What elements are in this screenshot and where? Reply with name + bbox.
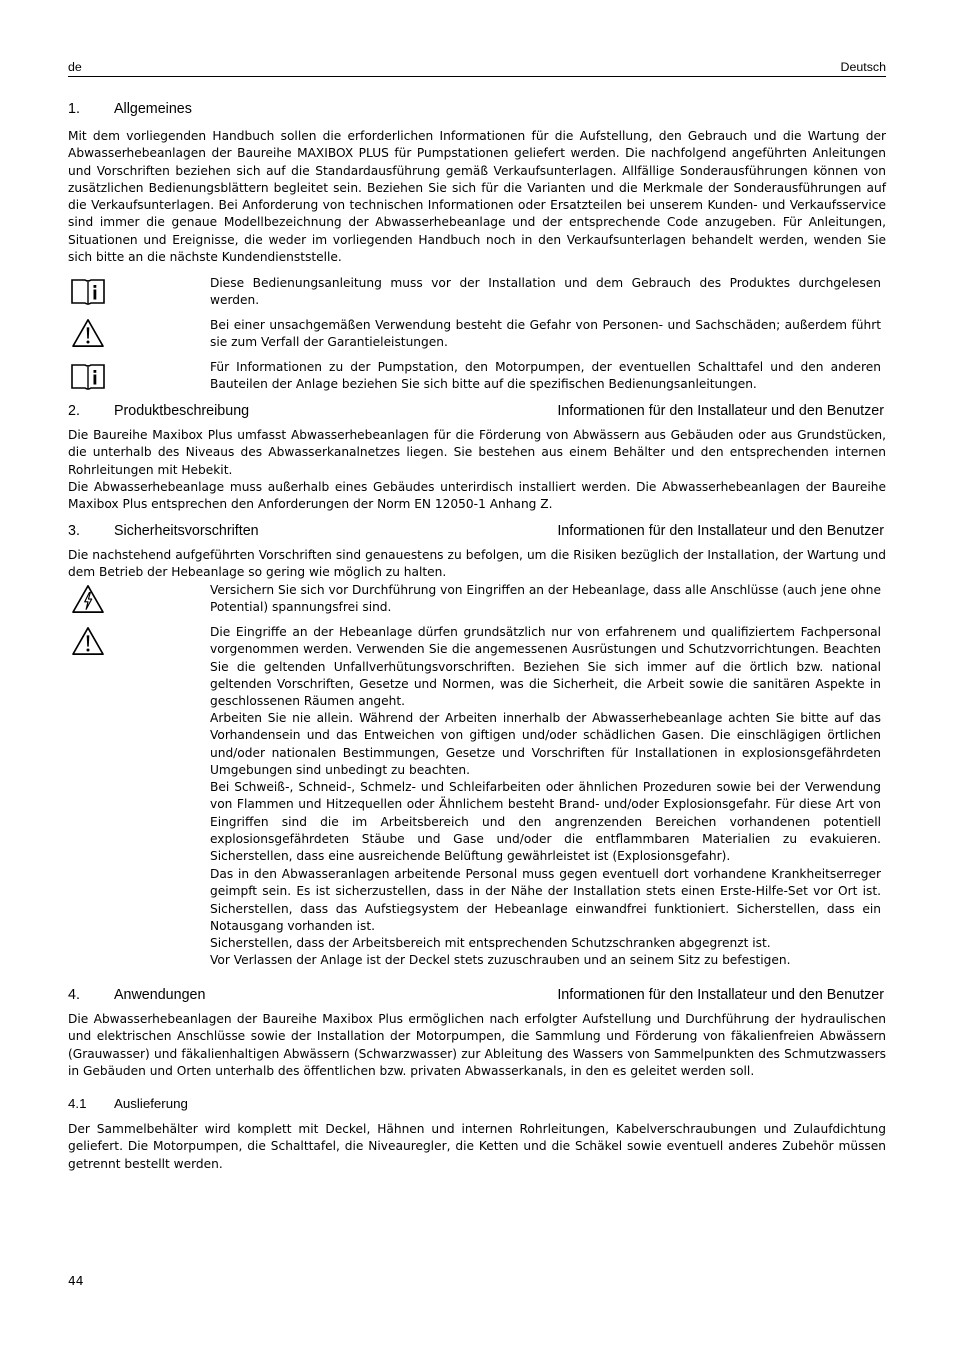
safety-paragraph: Die Eingriffe an der Hebeanlage dürfen grundsätzlich nur von erfahrenem und qualifiziertem Fachpersonal vorgenommen werden. Verwenden Sie die angemessenen Ausrüstungen und Schutzvorrichtungen. Beachten Sie die geltenden Unfallverhütungsvorschriften. Beziehen Sie sich immer auf die örtlich bzw. national geltenden Vorschriften, Gesetze und Normen, was die Sicherheit, die Arbeit sowie die sanitären Aspekte in geschlossenen Räumen angeht.: [210, 625, 881, 709]
section-4-1-paragraph: Der Sammelbehälter wird komplett mit Deckel, Hähnen und internen Rohrleitungen, Kabelverschraubungen und Zulaufdichtung geliefert. Die Motorpumpen, die Schalttafel, die Niveauregler, die Ketten und die Schäkel sowie eventuell anderes Zubehör müssen getrennt bestellt werden.: [68, 1122, 886, 1171]
section-audience: Informationen für den Installateur und den Benutzer: [557, 987, 884, 1003]
section-4-heading: [68, 987, 884, 1005]
section-2-heading: [68, 403, 884, 421]
manual-info-icon: [70, 276, 106, 306]
section-number: 2.: [68, 403, 80, 419]
safety-paragraph: Das in den Abwasseranlagen arbeitende Personal muss gegen eventuell dort vorhandene Krankheitserreger geimpft sein. Es ist sicherzustellen, dass in der Nähe der Installation stets einen Erste-Hilfe-Set vor Ort ist. Sicherstellen, dass das Aufstiegsystem der Hebeanlage einwandfrei funktioniert. Sicherstellen, dass ein Notausgang vorhanden ist.: [210, 867, 881, 933]
safety-paragraph: Arbeiten Sie nie allein. Während der Arbeiten innerhalb der Abwasserhebeanlage achten Sie bitte auf das Vorhandensein und das Entweichen von giftigen und/oder schädlichen Gasen. Die einschlägigen örtlichen und/oder nationalen Bestimmungen, Gesetze und Vorschriften für Installationen in explosionsgefährdeten Umgebungen sind unbedingt zu beachten.: [210, 711, 881, 777]
section-number: 3.: [68, 523, 80, 539]
section-number: 1.: [68, 101, 80, 117]
section-title: Allgemeines: [114, 101, 192, 117]
warning-icon: [70, 318, 106, 348]
section-4-paragraph: Die Abwasserhebeanlagen der Baureihe Maxibox Plus ermöglichen nach erfolgter Aufstellung und Durchführung der hydraulischen und elektrischen Anschlüsse sowie der Installation der Motorpumpen, die Sammlung und Förderung von fäkalienfreien Abwässern (Grauwasser) und fäkalienhaltigen Abwässern (Schwarzwasser) zur Ableitung des Wassers von Sammelpunkten des Schmutzwassers in Gebäuden und Orten unterhalb des öffentlichen bzw. privaten Abwasserkanals, in den es geleitet werden soll.: [68, 1012, 886, 1078]
page-number: 44: [68, 1274, 84, 1288]
section-number: 4.: [68, 987, 80, 1003]
page-header: [68, 58, 886, 77]
note-electric-hazard: Versichern Sie sich vor Durchführung von Eingriffen an der Hebeanlage, dass alle Anschlüsse (auch jene ohne Potential) spannungsfrei sind.: [210, 583, 881, 615]
note-read-manual: Diese Bedienungsanleitung muss vor der Installation und dem Gebrauch des Produktes durchgelesen werden.: [210, 276, 881, 308]
section-title: Anwendungen: [114, 987, 206, 1003]
warning-icon: [70, 626, 106, 656]
section-title: Produktbeschreibung: [114, 403, 250, 419]
section-title: Sicherheitsvorschriften: [114, 523, 259, 539]
section-1-heading: [68, 101, 884, 119]
header-language-name: Deutsch: [840, 60, 886, 74]
section-1-paragraph: Mit dem vorliegenden Handbuch sollen die erforderlichen Informationen für die Aufstellung, den Gebrauch und die Wartung der Abwasserhebeanlagen der Baureihe MAXIBOX PLUS für Pumpstationen geliefert werden. Die nachfolgend angeführten Anleitungen und Vorschriften beziehen sich auf die Standardausführung gemäß Verkaufsunterlagen. Allfällige Sonderausführungen können von zusätzlichen Bedienungsblättern begleitet sein. Beziehen Sie sich für die Varianten und die Merkmale der Sonderausführungen auf die Verkaufsunterlagen. Bei Anforderung von technischen Informationen oder Ersatzteilen bei unserem Kunden- und Verkaufsservice sind immer die genaue Modellbezeichnung der Abwasserhebeanlage und der entsprechende Code anzugeben. Für Anleitungen, Situationen und Ereignisse, die weder im vorliegenden Handbuch noch in den Verkaufsunterlagen behandelt werden, wenden Sie sich bitte an die nächste Kundendienststelle.: [68, 129, 886, 265]
safety-paragraph: Sicherstellen, dass der Arbeitsbereich mit entsprechenden Schutzschranken abgegrenzt ist.: [210, 936, 771, 950]
safety-paragraph: Bei Schweiß-, Schneid-, Schmelz- und Schleifarbeiten oder ähnlichen Prozeduren sowie bei der Verwendung von Flammen und Hitzequellen oder Ähnlichem besteht Brand- und/oder Explosionsgefahr. Für diese Art von Eingriffen sind die im Arbeitsbereich und den angrenzenden Bereichen vorhandenen potentiell explosionsgefährdeten Stäube und Gase und/oder die entflammbaren Materialien zu evakuieren. Sicherstellen, dass eine ausreichende Belüftung gewährleistet ist (Explosionsgefahr).: [210, 780, 881, 864]
note-warning-misuse: Bei einer unsachgemäßen Verwendung besteht die Gefahr von Personen- und Sachschäden; außerdem führt sie zum Verfall der Garantieleistungen.: [210, 318, 881, 350]
electric-hazard-icon: [70, 584, 106, 614]
header-language-code: de: [68, 60, 82, 74]
section-3-heading: [68, 523, 884, 541]
section-2-paragraph: Die Baureihe Maxibox Plus umfasst Abwasserhebeanlagen für die Förderung von Abwässern aus Gebäuden oder aus Grundstücken, die unterhalb des Niveaus des Abwasserkanalnetzes liegen. Sie bestehen aus einem Behälter und den entsprechenden internen Rohrleitungen mit Hebekit.: [68, 428, 886, 477]
section-title: Auslieferung: [114, 1096, 188, 1111]
section-number: 4.1: [68, 1096, 87, 1111]
section-audience: Informationen für den Installateur und den Benutzer: [557, 523, 884, 539]
section-audience: Informationen für den Installateur und den Benutzer: [557, 403, 884, 419]
safety-paragraph: Vor Verlassen der Anlage ist der Deckel stets zuzuschrauben und an seinem Sitz zu befestigen.: [210, 953, 791, 967]
manual-info-icon: [70, 361, 106, 391]
section-3-paragraph: Die nachstehend aufgeführten Vorschriften sind genauestens zu befolgen, um die Risiken bezüglich der Installation, der Wartung und dem Betrieb der Hebeanlage so gering wie möglich zu halten.: [68, 548, 886, 580]
section-2-paragraph: Die Abwasserhebeanlage muss außerhalb eines Gebäudes unterirdisch installiert werden. Die Abwasserhebeanlagen der Baureihe Maxibox Plus entsprechen den Anforderungen der Norm EN 12050-1 Anhang Z.: [68, 480, 886, 512]
note-other-manuals: Für Informationen zu der Pumpstation, den Motorpumpen, der eventuellen Schalttafel und den anderen Bauteilen der Anlage beziehen Sie sich bitte auf die spezifischen Bedienungsanleitungen.: [210, 360, 881, 392]
